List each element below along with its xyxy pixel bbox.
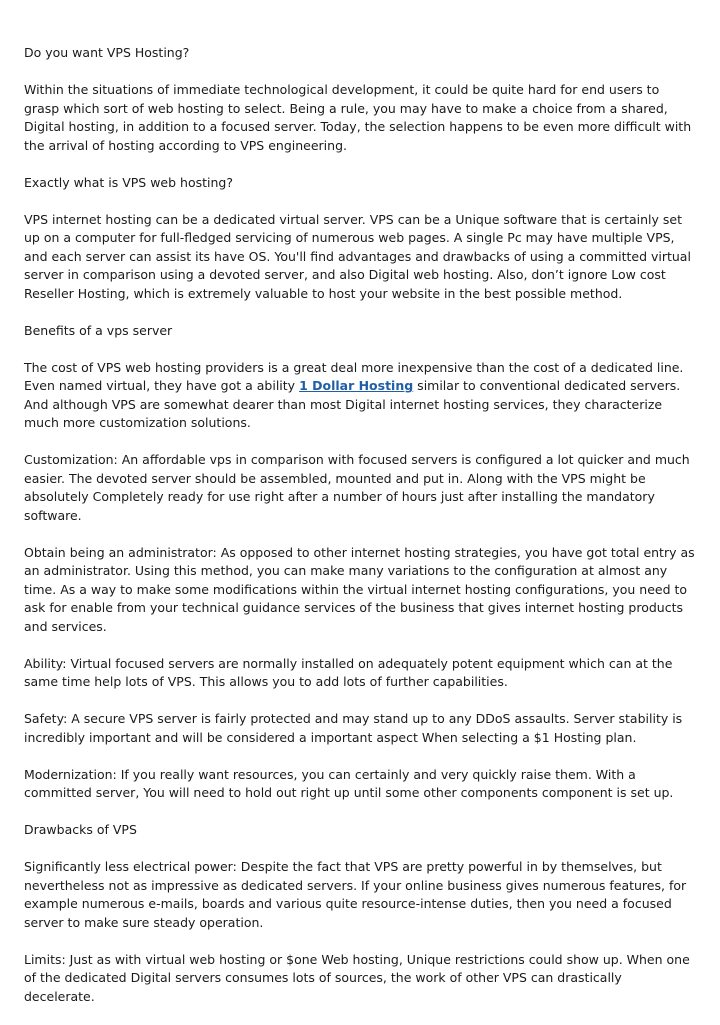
modernization-paragraph: Modernization: If you really want resources, you can certainly and very quickly raise them. With a committed server, You will need to hold out right up until some other components component is set up. xyxy=(24,766,674,800)
what-is-vps-heading: Exactly what is VPS web hosting? xyxy=(24,174,233,190)
question-heading: Do you want VPS Hosting? xyxy=(24,45,190,60)
intro-paragraph: Within the situations of immediate technological development, it could be quite hard for end users to grasp which sort of web hosting to select. Being a rule, you may have to make a choice from a shared, Digital hosting, in addition to a focused server. Today, the selection happens to be even more difficult with the arrival of hosting according to VPS engineering. xyxy=(24,82,692,153)
customization-paragraph: Customization: An affordable vps in comparison with focused servers is configured a lot quicker and much easier. The devoted server should be assembled, mounted and put in. Along with the VPS might be absolutely Completely ready for use right after a number of hours just after installing the mandatory software. xyxy=(24,452,690,523)
ability-paragraph: Ability: Virtual focused servers are normally installed on adequately potent equipment which can at the same time help lots of VPS. This allows you to add lots of further capabilities. xyxy=(24,655,673,689)
article-body xyxy=(24,44,696,1025)
administrator-paragraph: Obtain being an administrator: As opposed to other internet hosting strategies, you have got total entry as an administrator. Using this method, you can make many variations to the configuration at almost any time. As a way to make some modifications within the virtual internet hosting configurations, you need to ask for enable from your technical guidance services of the business that gives internet hosting products and services. xyxy=(24,544,695,634)
cost-text-after: similar to conventional dedicated servers. And although VPS are somewhat dearer than most Digital internet hosting services, they characterize much more customization solutions. xyxy=(24,378,681,430)
vps-definition-paragraph: VPS internet hosting can be a dedicated virtual server. VPS can be a Unique software that is certainly set up on a computer for full-fledged servicing of numerous web pages. A single Pc may have multiple VPS, and each server can assist its have OS. You'll find advantages and drawbacks of using a committed virtual server in comparison using a devoted server, and also Digital web hosting. Also, don’t ignore Low cost Reseller Hosting, which is extremely valuable to host your website in the best possible method. xyxy=(24,211,691,301)
one-dollar-hosting-link[interactable]: 1 Dollar Hosting xyxy=(299,378,414,393)
safety-paragraph: Safety: A secure VPS server is fairly protected and may stand up to any DDoS assaults. Server stability is incredibly important and will be considered a important aspect When selecting a $1 Hosting plan. xyxy=(24,711,683,745)
benefits-heading: Benefits of a vps server xyxy=(24,322,173,338)
drawbacks-heading: Drawbacks of VPS xyxy=(24,822,137,837)
cost-paragraph xyxy=(24,359,696,433)
power-paragraph: Significantly less electrical power: Despite the fact that VPS are pretty powerful in by themselves, but nevertheless not as impressive as dedicated servers. If your online business gives numerous features, for example numerous e-mails, boards and various quite resource-intense duties, then you need a focused server to make sure steady operation. xyxy=(24,859,687,930)
limits-paragraph: Limits: Just as with virtual web hosting or $one Web hosting, Unique restrictions could show up. When one of the dedicated Digital servers consumes lots of sources, the work of other VPS can drastically decelerate. xyxy=(24,951,690,1004)
cost-text-before: The cost of VPS web hosting providers is a great deal more inexpensive than the cost of a dedicated line. Even named virtual, they have got a ability xyxy=(24,359,684,393)
